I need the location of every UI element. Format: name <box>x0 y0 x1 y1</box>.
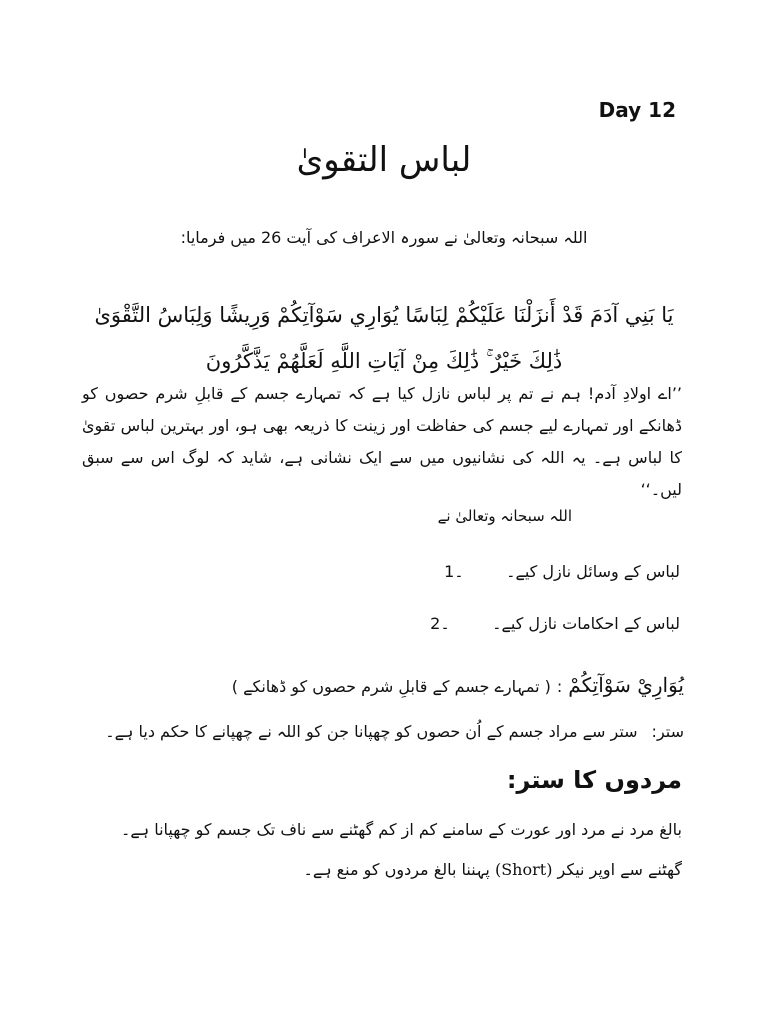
paragraph-english-term: (Short) <box>494 860 553 879</box>
page-title: لباس التقویٰ <box>296 140 472 180</box>
paragraph-part1: بالغ مرد نے مرد اور عورت کے سامنے کم از کم گھٹنے سے ناف تک جسم کو چھپانا ہے۔ گھٹنے سے اوپر نیکر <box>121 820 682 879</box>
list-item <box>444 562 680 581</box>
term-colon: : <box>556 677 563 696</box>
verse-translation: ’’اے اولادِ آدم! ہم نے تم پر لباس نازل کیا ہے کہ تمہارے جسم کے قابلِ شرم حصوں کو ڈھانکے اور تمہارے لیے جسم کی حفاظت اور زینت کا ذریعہ بھی ہو، اور بہترین لباس تقویٰ کا لباس ہے۔ یہ اللہ کی نشانیوں میں سے ایک نشانی ہے، شاید کہ لوگ اس سے سبق لیں۔‘‘ <box>82 384 682 499</box>
paragraph-part2: پہننا بالغ مردوں کو منع ہے۔ <box>303 860 490 879</box>
section-paragraph <box>92 810 682 890</box>
list-item-number: 2۔ <box>430 614 450 633</box>
day-label: Day 12 <box>598 98 676 122</box>
list-item-text: لباس کے احکامات نازل کیے۔ <box>492 614 680 633</box>
list-item-number: 1۔ <box>444 562 464 581</box>
section-heading: مردوں کا ستر: <box>506 766 682 794</box>
list-item-text: لباس کے وسائل نازل کیے۔ <box>506 562 680 581</box>
list-lead-in: اللہ سبحانہ وتعالیٰ نے <box>437 507 572 525</box>
term-line <box>232 673 684 697</box>
term-meaning: ( تمہارے جسم کے قابلِ شرم حصوں کو ڈھانکے ) <box>231 677 551 696</box>
intro-line: اللہ سبحانہ وتعالیٰ نے سورہ الاعراف کی آیت 26 میں فرمایا: <box>180 228 588 247</box>
quran-verse: يَا بَنِي آدَمَ قَدْ أَنزَلْنَا عَلَيْكُمْ لِبَاسًا يُوَارِي سَوْآتِكُمْ وَرِيشًا وَلِبَاسُ التَّقْوَىٰ ذَٰلِكَ خَيْرٌ ۚ ذَٰلِكَ مِنْ آيَاتِ اللَّهِ لَعَلَّهُمْ يَذَّكَّرُونَ <box>94 303 674 373</box>
term-arabic: يُوَارِيْ سَوْآتِكُمْ <box>568 673 684 697</box>
definition-line <box>105 722 684 741</box>
definition-label: ستر: <box>651 722 684 741</box>
definition-text: ستر سے مراد جسم کے اُن حصوں کو چھپانا جن کو اللہ نے چھپانے کا حکم دیا ہے۔ <box>105 722 638 741</box>
list-item <box>430 614 680 633</box>
